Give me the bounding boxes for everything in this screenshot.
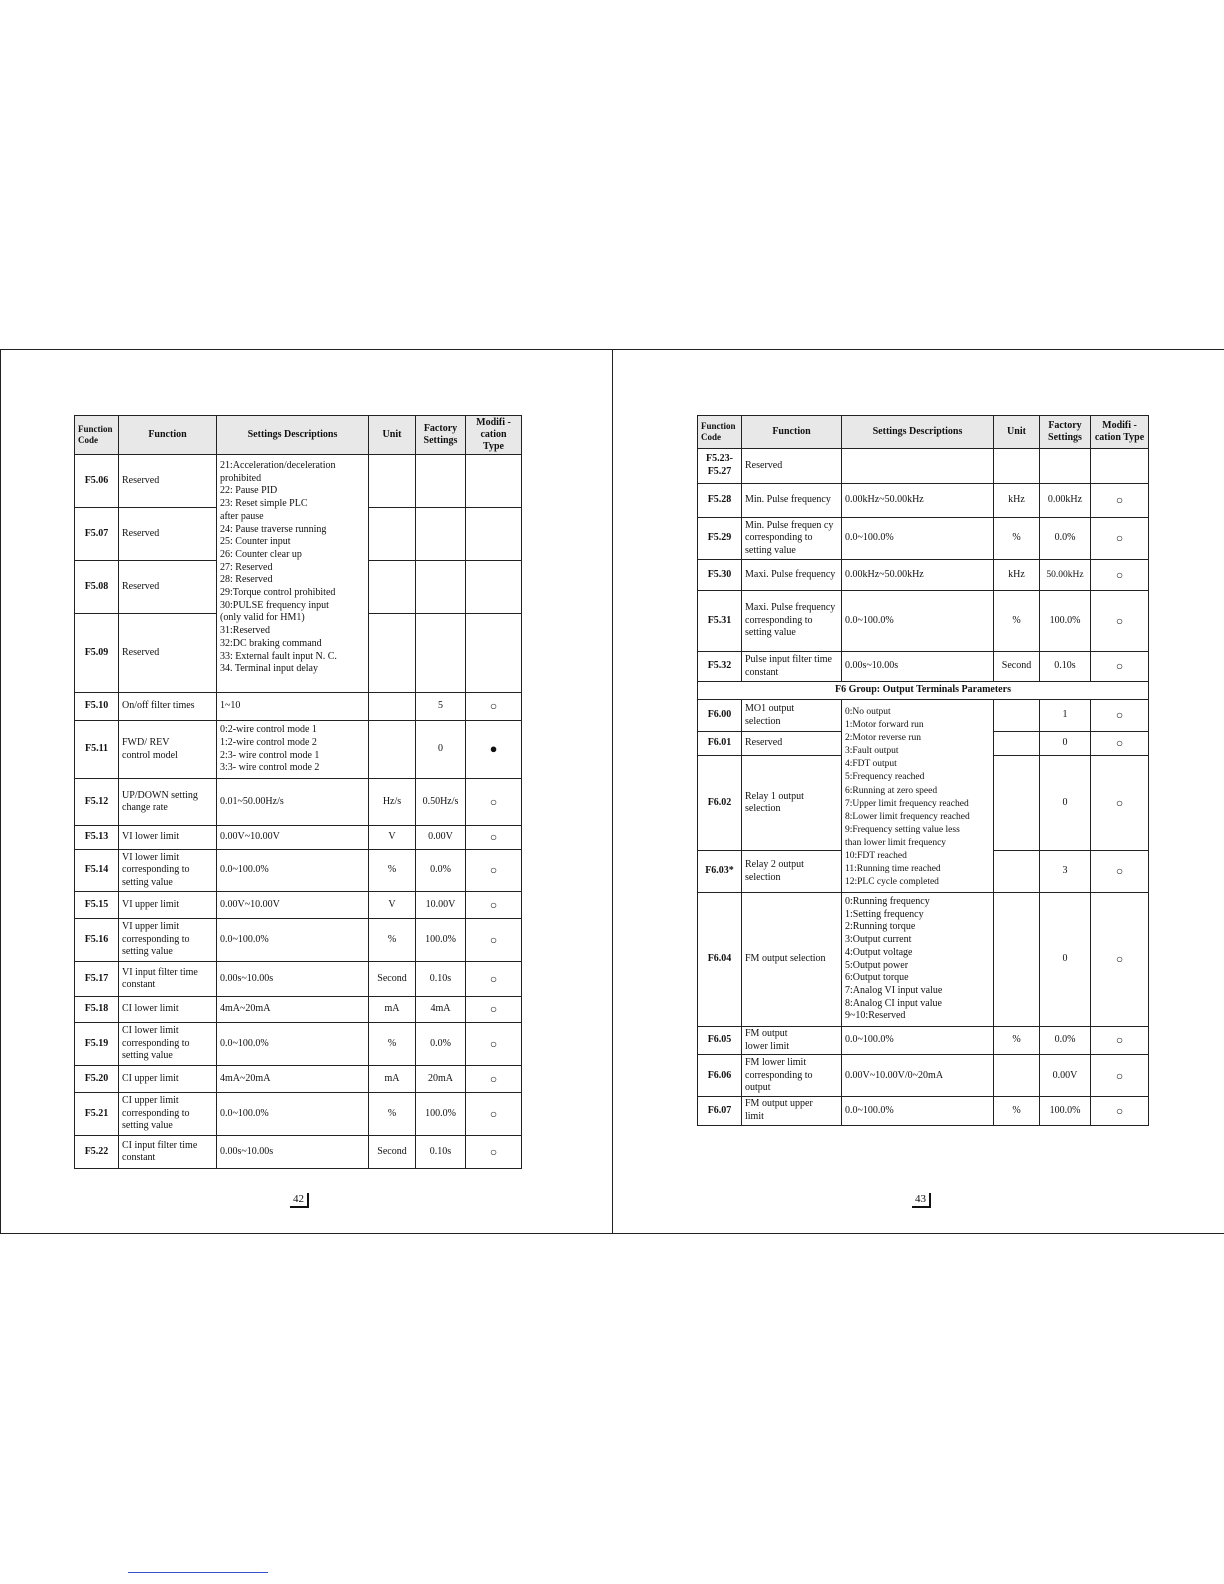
unit: Second bbox=[369, 1136, 416, 1169]
settings-description: 0.01~50.00Hz/s bbox=[217, 779, 369, 826]
function-code: F6.00 bbox=[698, 700, 742, 732]
factory-setting bbox=[416, 561, 466, 614]
modification-type: ○ bbox=[1091, 700, 1149, 732]
settings-description: 21:Acceleration/deceleration prohibited 22: Pause PID 23: Reset simple PLC after pause 24: Pause traverse running 25: Counter input 26: Counter clear up 27: Reserved 28: Reserved 29:Torque control prohibited 30:PULSE frequency input (only valid for HM1) 31:Reserved 32:DC braking command 33: External fault input N. C. 34. Terminal input delay bbox=[217, 455, 369, 693]
function-name: Reserved bbox=[119, 455, 217, 508]
modification-type: ○ bbox=[1091, 732, 1149, 756]
function-name: Pulse input filter time constant bbox=[742, 652, 842, 682]
unit: % bbox=[994, 591, 1040, 652]
modification-type: ○ bbox=[466, 826, 522, 850]
table-row bbox=[75, 693, 522, 721]
modification-type: ○ bbox=[466, 779, 522, 826]
function-name: Reserved bbox=[119, 508, 217, 561]
function-code: F5.12 bbox=[75, 779, 119, 826]
modification-type bbox=[466, 561, 522, 614]
table-row bbox=[698, 484, 1149, 518]
unit: mA bbox=[369, 997, 416, 1023]
settings-description bbox=[842, 449, 994, 484]
table-row bbox=[698, 700, 1149, 732]
table-row bbox=[75, 962, 522, 997]
factory-setting: 0.10s bbox=[1040, 652, 1091, 682]
function-name: Min. Pulse frequen cy corresponding to setting value bbox=[742, 518, 842, 560]
unit bbox=[994, 851, 1040, 893]
factory-setting: 10.00V bbox=[416, 892, 466, 919]
factory-setting: 0.10s bbox=[416, 962, 466, 997]
factory-setting: 1 bbox=[1040, 700, 1091, 732]
table-row bbox=[698, 518, 1149, 560]
table-row bbox=[75, 1093, 522, 1136]
function-code: F5.21 bbox=[75, 1093, 119, 1136]
modification-type: ○ bbox=[466, 693, 522, 721]
factory-setting bbox=[1040, 449, 1091, 484]
table-row bbox=[698, 1055, 1149, 1097]
settings-description: 0.0~100.0% bbox=[842, 1097, 994, 1125]
col-header-factory: Factory Settings bbox=[416, 416, 466, 455]
function-name: VI upper limit bbox=[119, 892, 217, 919]
factory-setting bbox=[416, 455, 466, 508]
table-row bbox=[698, 652, 1149, 682]
function-code: F5.07 bbox=[75, 508, 119, 561]
modification-type: ○ bbox=[1091, 1097, 1149, 1125]
function-code: F5.17 bbox=[75, 962, 119, 997]
unit: V bbox=[369, 826, 416, 850]
function-name: UP/DOWN setting change rate bbox=[119, 779, 217, 826]
unit: mA bbox=[369, 1066, 416, 1093]
factory-setting: 100.0% bbox=[416, 919, 466, 962]
factory-setting: 0.50Hz/s bbox=[416, 779, 466, 826]
settings-description: 0:Running frequency 1:Setting frequency 2:Running torque 3:Output current 4:Output voltage 5:Output power 6:Output torque 7:Analog VI input value 8:Analog CI input value 9~10:Reserved bbox=[842, 893, 994, 1027]
function-code: F5.06 bbox=[75, 455, 119, 508]
function-name: FWD/ REV control model bbox=[119, 721, 217, 779]
function-name: Maxi. Pulse frequency corresponding to setting value bbox=[742, 591, 842, 652]
function-name: FM lower limit corresponding to output bbox=[742, 1055, 842, 1097]
settings-description: 0.00V~10.00V bbox=[217, 826, 369, 850]
unit: % bbox=[994, 1027, 1040, 1055]
factory-setting: 0.0% bbox=[1040, 1027, 1091, 1055]
function-code: F5.18 bbox=[75, 997, 119, 1023]
settings-description: 0.0~100.0% bbox=[842, 1027, 994, 1055]
table-row bbox=[75, 721, 522, 779]
modification-type: ○ bbox=[466, 1136, 522, 1169]
function-code: F6.03* bbox=[698, 851, 742, 893]
modification-type: ○ bbox=[1091, 1055, 1149, 1097]
function-name: VI upper limit corresponding to setting value bbox=[119, 919, 217, 962]
function-name: Reserved bbox=[742, 732, 842, 756]
factory-setting: 0.00V bbox=[416, 826, 466, 850]
settings-description: 0.0~100.0% bbox=[217, 1093, 369, 1136]
col-header-factory: Factory Settings bbox=[1040, 416, 1091, 449]
function-name: VI lower limit corresponding to setting value bbox=[119, 850, 217, 892]
function-code: F6.01 bbox=[698, 732, 742, 756]
function-code: F5.08 bbox=[75, 561, 119, 614]
unit: kHz bbox=[994, 560, 1040, 591]
factory-setting: 0.0% bbox=[416, 850, 466, 892]
settings-description: 4mA~20mA bbox=[217, 1066, 369, 1093]
page-spine bbox=[612, 349, 613, 1234]
table-row-group-title bbox=[698, 682, 1149, 700]
settings-description: 0.0~100.0% bbox=[217, 919, 369, 962]
modification-type: ○ bbox=[1091, 1027, 1149, 1055]
unit: % bbox=[994, 1097, 1040, 1125]
settings-description: 0.0~100.0% bbox=[217, 1023, 369, 1066]
factory-setting: 0 bbox=[1040, 893, 1091, 1027]
table-row bbox=[698, 1027, 1149, 1055]
table-row bbox=[698, 449, 1149, 484]
settings-description: 1~10 bbox=[217, 693, 369, 721]
table-row bbox=[698, 1097, 1149, 1125]
factory-setting: 0.0% bbox=[1040, 518, 1091, 560]
function-name: CI input filter time constant bbox=[119, 1136, 217, 1169]
settings-description: 0.00kHz~50.00kHz bbox=[842, 484, 994, 518]
function-name: Relay 2 output selection bbox=[742, 851, 842, 893]
table-row bbox=[75, 1023, 522, 1066]
unit bbox=[369, 693, 416, 721]
factory-setting: 50.00kHz bbox=[1040, 560, 1091, 591]
unit bbox=[369, 508, 416, 561]
modification-type: ○ bbox=[1091, 591, 1149, 652]
modification-type: ○ bbox=[466, 997, 522, 1023]
table-row bbox=[75, 455, 522, 508]
col-header-unit: Unit bbox=[994, 416, 1040, 449]
function-name: CI upper limit bbox=[119, 1066, 217, 1093]
table-row bbox=[75, 997, 522, 1023]
table-row bbox=[698, 893, 1149, 1027]
function-code: F6.07 bbox=[698, 1097, 742, 1125]
modification-type bbox=[466, 614, 522, 693]
footer-rule bbox=[128, 1572, 268, 1573]
modification-type: ○ bbox=[1091, 893, 1149, 1027]
table-row bbox=[75, 826, 522, 850]
function-code: F5.23- F5.27 bbox=[698, 449, 742, 484]
settings-description: 0.0~100.0% bbox=[842, 518, 994, 560]
unit bbox=[369, 614, 416, 693]
unit: Second bbox=[994, 652, 1040, 682]
unit bbox=[994, 756, 1040, 851]
function-name: CI upper limit corresponding to setting value bbox=[119, 1093, 217, 1136]
settings-description: 0.00s~10.00s bbox=[217, 1136, 369, 1169]
unit: % bbox=[369, 1023, 416, 1066]
table-row bbox=[75, 919, 522, 962]
function-code: F5.32 bbox=[698, 652, 742, 682]
function-code: F5.31 bbox=[698, 591, 742, 652]
factory-setting: 0.00kHz bbox=[1040, 484, 1091, 518]
function-code: F5.22 bbox=[75, 1136, 119, 1169]
table-row bbox=[75, 779, 522, 826]
modification-type: ○ bbox=[1091, 518, 1149, 560]
function-code: F5.16 bbox=[75, 919, 119, 962]
function-code: F5.20 bbox=[75, 1066, 119, 1093]
col-header-modification: Modifi - cation Type bbox=[466, 416, 522, 455]
factory-setting: 3 bbox=[1040, 851, 1091, 893]
function-name: FM output lower limit bbox=[742, 1027, 842, 1055]
table-row bbox=[75, 892, 522, 919]
settings-description: 0.00s~10.00s bbox=[842, 652, 994, 682]
modification-type: ○ bbox=[466, 1093, 522, 1136]
settings-description: 4mA~20mA bbox=[217, 997, 369, 1023]
modification-type: ○ bbox=[466, 1023, 522, 1066]
settings-description: 0.0~100.0% bbox=[842, 591, 994, 652]
function-code: F5.30 bbox=[698, 560, 742, 591]
unit bbox=[994, 732, 1040, 756]
function-name: CI lower limit bbox=[119, 997, 217, 1023]
factory-setting bbox=[416, 508, 466, 561]
factory-setting: 0 bbox=[1040, 732, 1091, 756]
unit bbox=[369, 561, 416, 614]
settings-description: 0.00V~10.00V/0~20mA bbox=[842, 1055, 994, 1097]
col-header-function-code: Function Code bbox=[698, 416, 742, 449]
left-parameter-table bbox=[74, 415, 522, 1169]
function-name: On/off filter times bbox=[119, 693, 217, 721]
function-code: F5.11 bbox=[75, 721, 119, 779]
function-code: F5.10 bbox=[75, 693, 119, 721]
function-code: F6.06 bbox=[698, 1055, 742, 1097]
unit bbox=[994, 449, 1040, 484]
unit: % bbox=[369, 850, 416, 892]
unit bbox=[369, 455, 416, 508]
function-code: F5.29 bbox=[698, 518, 742, 560]
settings-description: 0.00s~10.00s bbox=[217, 962, 369, 997]
unit: kHz bbox=[994, 484, 1040, 518]
table-row bbox=[698, 591, 1149, 652]
factory-setting: 0 bbox=[416, 721, 466, 779]
unit bbox=[994, 893, 1040, 1027]
factory-setting: 5 bbox=[416, 693, 466, 721]
function-name: CI lower limit corresponding to setting value bbox=[119, 1023, 217, 1066]
factory-setting: 100.0% bbox=[1040, 591, 1091, 652]
modification-type: ○ bbox=[1091, 560, 1149, 591]
settings-description: 0.00V~10.00V bbox=[217, 892, 369, 919]
function-name: Min. Pulse frequency bbox=[742, 484, 842, 518]
modification-type: ○ bbox=[466, 892, 522, 919]
table-row bbox=[698, 560, 1149, 591]
function-code: F5.09 bbox=[75, 614, 119, 693]
function-name: Reserved bbox=[742, 449, 842, 484]
page-number-left: 42 bbox=[290, 1193, 309, 1208]
function-name: VI lower limit bbox=[119, 826, 217, 850]
modification-type: ○ bbox=[466, 962, 522, 997]
function-code: F5.28 bbox=[698, 484, 742, 518]
function-name: Reserved bbox=[119, 614, 217, 693]
function-name: Reserved bbox=[119, 561, 217, 614]
function-code: F5.15 bbox=[75, 892, 119, 919]
col-header-unit: Unit bbox=[369, 416, 416, 455]
function-name: FM output selection bbox=[742, 893, 842, 1027]
modification-type: ○ bbox=[1091, 851, 1149, 893]
modification-type: ○ bbox=[1091, 652, 1149, 682]
table-row bbox=[75, 850, 522, 892]
group-title: F6 Group: Output Terminals Parameters bbox=[698, 682, 1149, 700]
function-code: F5.14 bbox=[75, 850, 119, 892]
factory-setting: 4mA bbox=[416, 997, 466, 1023]
function-name: Relay 1 output selection bbox=[742, 756, 842, 851]
function-code: F6.02 bbox=[698, 756, 742, 851]
modification-type: ○ bbox=[1091, 756, 1149, 851]
col-header-modification: Modifi - cation Type bbox=[1091, 416, 1149, 449]
unit bbox=[994, 1055, 1040, 1097]
function-name: VI input filter time constant bbox=[119, 962, 217, 997]
factory-setting: 0.10s bbox=[416, 1136, 466, 1169]
settings-description: 0:2-wire control mode 1 1:2-wire control mode 2 2:3- wire control mode 1 3:3- wire control mode 2 bbox=[217, 721, 369, 779]
factory-setting: 20mA bbox=[416, 1066, 466, 1093]
function-code: F5.13 bbox=[75, 826, 119, 850]
modification-type bbox=[466, 455, 522, 508]
table-row bbox=[75, 1136, 522, 1169]
settings-description: 0.0~100.0% bbox=[217, 850, 369, 892]
settings-description: 0.00kHz~50.00kHz bbox=[842, 560, 994, 591]
modification-type: ○ bbox=[1091, 484, 1149, 518]
page-number-right: 43 bbox=[912, 1193, 931, 1208]
col-header-function: Function bbox=[742, 416, 842, 449]
modification-type: ○ bbox=[466, 1066, 522, 1093]
function-code: F5.19 bbox=[75, 1023, 119, 1066]
col-header-settings: Settings Descriptions bbox=[842, 416, 994, 449]
factory-setting bbox=[416, 614, 466, 693]
right-parameter-table bbox=[697, 415, 1149, 1126]
function-code: F6.05 bbox=[698, 1027, 742, 1055]
modification-type: ○ bbox=[466, 919, 522, 962]
settings-description: 0:No output 1:Motor forward run 2:Motor reverse run 3:Fault output 4:FDT output 5:Frequency reached 6:Running at zero speed 7:Upper limit frequency reached 8:Lower limit frequency reached 9:Frequency setting value less than lower limit frequency 10:FDT reached 11:Running time reached 12:PLC cycle completed bbox=[842, 700, 994, 893]
table-row bbox=[75, 1066, 522, 1093]
factory-setting: 0 bbox=[1040, 756, 1091, 851]
function-name: FM output upper limit bbox=[742, 1097, 842, 1125]
unit bbox=[994, 700, 1040, 732]
unit bbox=[369, 721, 416, 779]
unit: % bbox=[369, 1093, 416, 1136]
modification-type bbox=[466, 508, 522, 561]
unit: Hz/s bbox=[369, 779, 416, 826]
unit: % bbox=[994, 518, 1040, 560]
unit: Second bbox=[369, 962, 416, 997]
factory-setting: 0.00V bbox=[1040, 1055, 1091, 1097]
col-header-function: Function bbox=[119, 416, 217, 455]
factory-setting: 100.0% bbox=[416, 1093, 466, 1136]
function-code: F6.04 bbox=[698, 893, 742, 1027]
function-name: Maxi. Pulse frequency bbox=[742, 560, 842, 591]
factory-setting: 0.0% bbox=[416, 1023, 466, 1066]
modification-type: ○ bbox=[466, 850, 522, 892]
unit: % bbox=[369, 919, 416, 962]
unit: V bbox=[369, 892, 416, 919]
col-header-settings: Settings Descriptions bbox=[217, 416, 369, 455]
modification-type: ● bbox=[466, 721, 522, 779]
factory-setting: 100.0% bbox=[1040, 1097, 1091, 1125]
function-name: MO1 output selection bbox=[742, 700, 842, 732]
modification-type bbox=[1091, 449, 1149, 484]
col-header-function-code: Function Code bbox=[75, 416, 119, 455]
